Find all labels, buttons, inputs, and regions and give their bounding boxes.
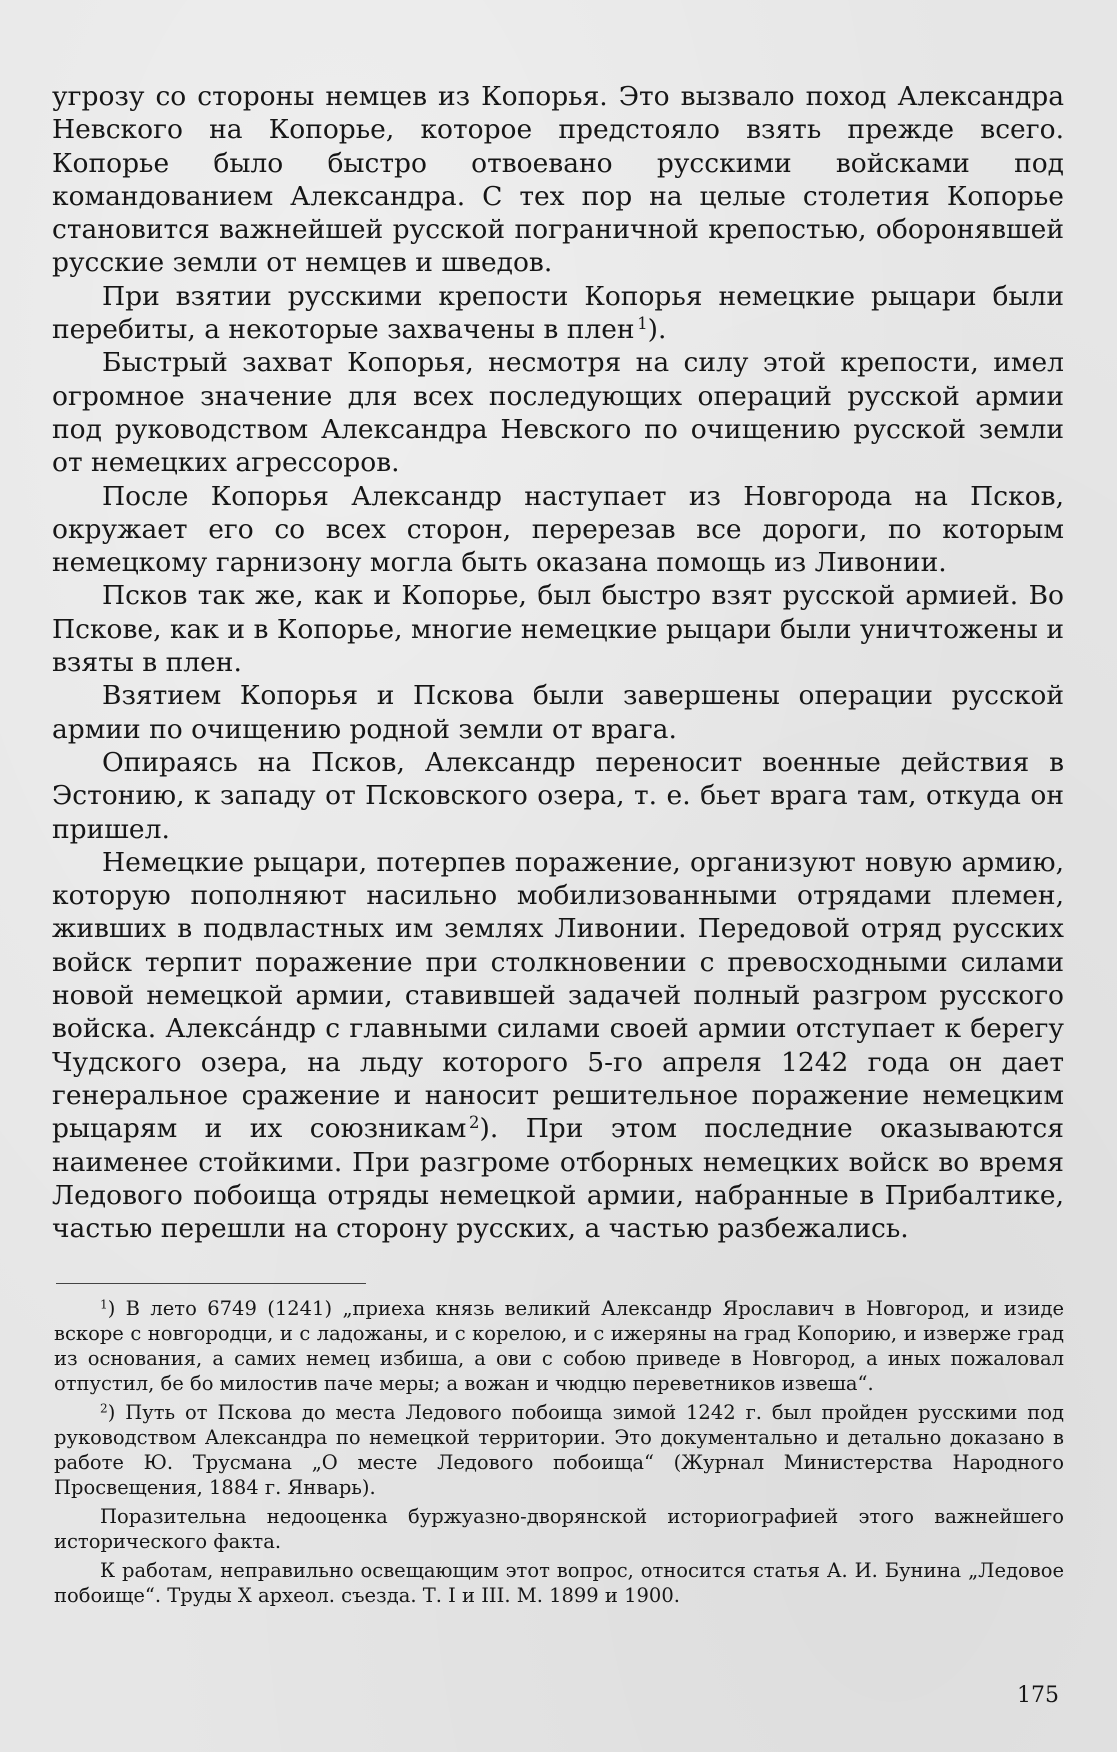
footnote-1 [54,1296,1064,1396]
footnote-1-marker: 1 [100,1297,108,1312]
paragraph-7: Опираясь на Псков, Александр переносит военные действия в Эстонию, к западу от Псковского озера, т. е. бьет врага там, откуда он пришел. [52,746,1064,845]
paragraph-2-text: При взятии русскими крепости Копорья немецкие рыцари были перебиты, а некоторые захвачены в плен [52,280,1064,346]
paragraph-2-end: ). [647,314,667,346]
footnote-2-text: ) Путь от Пскова до места Ледового побоища зимой 1242 г. был пройден русскими под руководством Александра по немецкой территории. Это документально и детально доказано в работе Ю. Трусмана „О месте Ледового побоища“ (Журнал Министерства Народного Просвещения, 1884 г. Январь). [54,1401,1064,1499]
paragraph-2 [52,280,1064,347]
footnote-ref-1: 1 [637,314,648,334]
footnotes [54,1296,1064,1608]
paragraph-3: Быстрый захват Копорья, несмотря на силу этой крепости, имел огромное значение для всех последующих операций русской армии под руководством Александра Невского по очищению русской земли от немецких агрессоров. [52,347,1064,479]
footnote-1-text: ) В лето 6749 (1241) „приеха князь великий Александр Ярославич в Новгород, и изиде вскоре с новгородци, и с ладожаны, и с корелою, и с ижеряны на град Копорию, и изверже град из основания, а самих немец избиша, а ови с собою приведе в Новгород, а иных пожаловал отпустил, бе бо милостив паче меры; а вожан и чюдцю переветников извеша“. [54,1297,1064,1395]
footnote-2-marker: 2 [100,1401,108,1416]
footnote-ref-2: 2 [469,1113,480,1133]
paragraph-5: Псков так же, как и Копорье, был быстро взят русской армией. Во Пскове, как и в Копорье, многие немецкие рыцари были уничтожены и взяты в плен. [52,580,1064,679]
main-text [52,80,1064,1245]
footnote-2-reference: К работам, неправильно освещающим этот вопрос, относится статья А. И. Бунина „Ледовое побоище“. Труды X археол. съезда. Т. I и III. М. 1899 и 1900. [54,1559,1064,1607]
paragraph-6: Взятием Копорья и Пскова были завершены операции русской армии по очищению родной земли от врага. [52,680,1064,745]
paragraph-8-end: ). При этом последние оказываются наименее стойкими. При разгроме отборных немецких войск во время Ледового побоища отряды немецкой армии, набранные в Прибалтике, частью перешли на сторону русских, а частью разбежались. [52,1113,1064,1245]
footnote-divider [56,1283,366,1284]
paragraph-8 [52,846,1064,1246]
paragraph-8-text: Немецкие рыцари, потерпев поражение, организуют новую армию, которую пополняют насильно мобилизованными отрядами племен, живших в подвластных им землях Ливонии. Передовой отряд русских войск терпит поражение при столкновении с превосходными силами новой немецкой армии, ставившей задачей полный разгром русского войска. Алексáндр с главными силами своей армии отступает к берегу Чудского озера, на льду которого 5-го апреля 1242 года он дает генеральное сражение и наносит решительное поражение немецким рыцарям и их союзникам [52,846,1064,1145]
paragraph-1: угрозу со стороны немцев из Копорья. Это вызвало поход Александра Невского на Копорье, которое предстояло взять прежде всего. Копорье было быстро отвоевано русскими войсками под командованием Александра. С тех пор на целые столетия Копорье становится важнейшей русской пограничной крепостью, оборонявшей русские земли от немцев и шведов. [52,81,1064,279]
page-number: 175 [1017,1683,1059,1708]
footnote-2-remark: Поразительна недооценка буржуазно-дворянской историографией этого важнейшего исторического факта. [54,1505,1064,1553]
paragraph-4: После Копорья Александр наступает из Новгорода на Псков, окружает его со всех сторон, перерезав все дороги, по которым немецкому гарнизону могла быть оказана помощь из Ливонии. [52,480,1064,579]
footnote-2 [54,1400,1064,1500]
